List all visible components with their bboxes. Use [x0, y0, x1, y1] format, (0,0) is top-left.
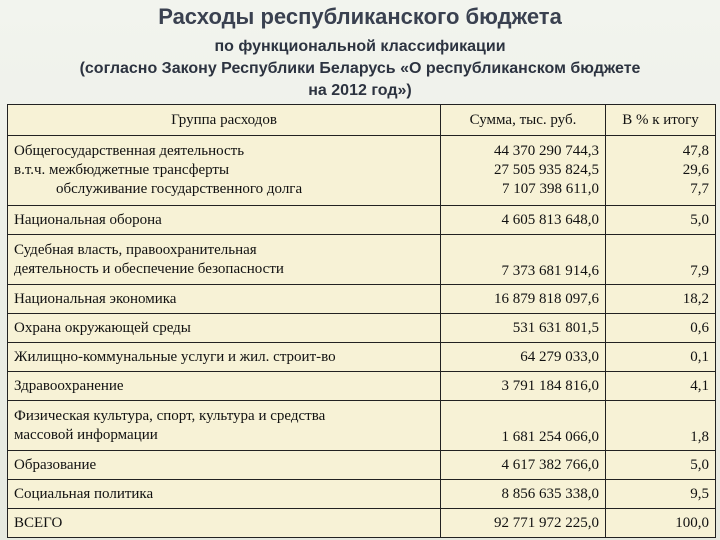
row-sum: 1 681 254 066,0 [441, 401, 606, 451]
table-row [8, 451, 716, 480]
row-name-line: деятельность и обеспечение безопасности [14, 260, 284, 277]
table-row [8, 285, 716, 314]
row-percent: 4,1 [606, 372, 716, 401]
row-name-line: Судебная власть, правоохранительная [14, 241, 257, 258]
row-sum: 4 605 813 648,0 [441, 206, 606, 235]
row-sum: 64 279 033,0 [441, 343, 606, 372]
subtitle-line-1: по функциональной классификации [214, 38, 506, 55]
row-sum: 4 617 382 766,0 [441, 451, 606, 480]
subtitle-line-2: (согласно Закону Республики Беларусь «О республиканском бюджете [79, 60, 641, 77]
subtitle-line-3: на 2012 год») [308, 82, 412, 99]
row-sum: 8 856 635 338,0 [441, 480, 606, 509]
header-percent: В % к итогу [606, 105, 716, 136]
row-name: Образование [8, 451, 441, 480]
pct-line: 7,7 [690, 181, 709, 197]
table-header-row [8, 105, 716, 136]
row-name [8, 401, 441, 451]
row-sum: 7 373 681 914,6 [441, 235, 606, 285]
table-row [8, 372, 716, 401]
row-sum: 531 631 801,5 [441, 314, 606, 343]
row-sum: 92 771 972 225,0 [441, 509, 606, 538]
sum-line: 44 370 290 744,3 [494, 143, 599, 159]
row-name: Национальная экономика [8, 285, 441, 314]
table-row [8, 235, 716, 285]
header-sum: Сумма, тыс. руб. [441, 105, 606, 136]
sum-line: 7 107 398 611,0 [502, 181, 599, 197]
row-percent: 0,6 [606, 314, 716, 343]
row-percent: 1,8 [606, 401, 716, 451]
row-name: Охрана окружающей среды [8, 314, 441, 343]
row-percent: 9,5 [606, 480, 716, 509]
row-name: ВСЕГО [8, 509, 441, 538]
row-percent [606, 136, 716, 206]
row-percent: 7,9 [606, 235, 716, 285]
table-row [8, 401, 716, 451]
header-group: Группа расходов [8, 105, 441, 136]
row-percent: 100,0 [606, 509, 716, 538]
row-sum: 16 879 818 097,6 [441, 285, 606, 314]
page-subtitle [0, 36, 720, 102]
sum-line: 27 505 935 824,5 [494, 162, 599, 178]
row-sum: 3 791 184 816,0 [441, 372, 606, 401]
row-name-line: Общегосударственная деятельность [14, 143, 245, 159]
row-name-line: Физическая культура, спорт, культура и средства [14, 407, 326, 424]
row-percent: 18,2 [606, 285, 716, 314]
table-row-total [8, 509, 716, 538]
row-name [8, 235, 441, 285]
pct-line: 47,8 [682, 143, 709, 159]
page-title: Расходы республиканского бюджета [158, 4, 562, 29]
row-name [8, 136, 441, 206]
row-percent: 5,0 [606, 451, 716, 480]
row-name: Национальная оборона [8, 206, 441, 235]
expenditure-table [7, 104, 716, 538]
row-percent: 5,0 [606, 206, 716, 235]
row-name: Здравоохранение [8, 372, 441, 401]
row-name: Жилищно-коммунальные услуги и жил. строит-во [8, 343, 441, 372]
row-sum [441, 136, 606, 206]
row-percent: 0,1 [606, 343, 716, 372]
row-name-line: в.т.ч. межбюджетные трансферты [14, 162, 230, 178]
table-row [8, 136, 716, 206]
row-name-line: обслуживание государственного долга [56, 181, 303, 197]
row-name-line: массовой информации [14, 426, 158, 443]
table-row [8, 206, 716, 235]
table-row [8, 480, 716, 509]
table-row [8, 343, 716, 372]
pct-line: 29,6 [682, 162, 709, 178]
row-name: Социальная политика [8, 480, 441, 509]
table-row [8, 314, 716, 343]
